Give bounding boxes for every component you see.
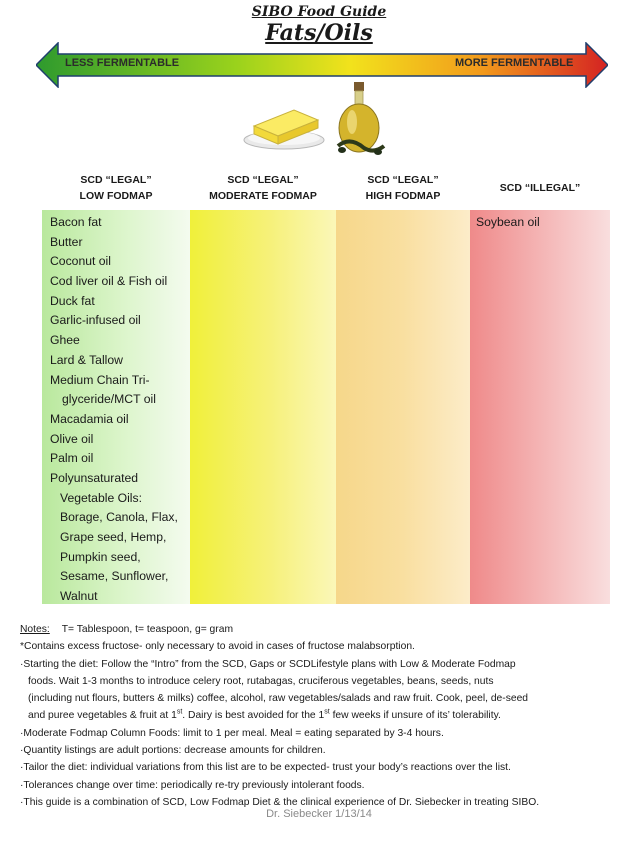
list-item: Walnut	[60, 589, 98, 604]
notes-line: foods. Wait 1-3 months to introduce celery root, rutabagas, cruciferous vegetables, beans, seeds, nuts	[28, 675, 494, 687]
illegal-column	[470, 210, 610, 604]
notes-line: and puree vegetables & fruit at 1st. Dairy is best avoided for the 1st few weeks if unsure of its’ tolerability.	[28, 709, 501, 722]
notes-line: ·Quantity listings are adult portions: decrease amounts for children.	[20, 745, 326, 757]
more-fermentable-label: MORE FERMENTABLE	[455, 57, 574, 69]
list-item: Sesame, Sunflower,	[60, 569, 169, 584]
column-header-high-fodmap: SCD “LEGAL” HIGH FODMAP	[365, 174, 441, 202]
list-item: Medium Chain Tri-	[50, 372, 150, 387]
list-item: glyceride/MCT oil	[62, 392, 156, 407]
list-item: Bacon fat	[50, 215, 102, 229]
list-item: Butter	[50, 234, 83, 249]
list-item: Ghee	[50, 333, 80, 348]
low-fodmap-food-list	[50, 213, 178, 607]
category-title: Fats/Oils	[265, 20, 373, 46]
less-fermentable-label: LESS FERMENTABLE	[65, 57, 180, 69]
high-fodmap-column	[336, 210, 470, 604]
notes-line: (including nut flours, butters & milks) coffee, alcohol, raw vegetables/salads and raw fruit. Cook, peel, de-seed	[28, 693, 529, 705]
footer-author-date: Dr. Siebecker 1/13/14	[266, 808, 372, 820]
notes-line: ·Starting the diet: Follow the “Intro” from the SCD, Gaps or SCDLifestyle plans with Low & Moderate Fodmap	[20, 658, 516, 670]
notes-line: *Contains excess fructose- only necessary to avoid in cases of fructose malabsorption.	[20, 641, 415, 653]
moderate-fodmap-column	[190, 210, 336, 604]
notes-section	[20, 621, 630, 811]
butter-dish-image	[240, 98, 330, 154]
notes-line: ·Tailor the diet: individual variations from this list are to be expected- trust your body’s reactions over the list.	[20, 762, 511, 774]
list-item: Grape seed, Hemp,	[60, 530, 167, 544]
list-item: Olive oil	[50, 431, 94, 446]
guide-title: SIBO Food Guide	[251, 4, 387, 20]
illegal-food-item: Soybean oil	[476, 215, 540, 229]
notes-abbreviations: T= Tablespoon, t= teaspoon, g= gram	[61, 624, 234, 635]
list-item: Garlic-infused oil	[50, 313, 141, 328]
list-item: Duck fat	[50, 293, 95, 308]
column-header-moderate-fodmap: SCD “LEGAL” MODERATE FODMAP	[209, 174, 317, 202]
notes-line: ·Moderate Fodmap Column Foods: limit to 1 per meal. Meal = eating separated by 3-4 hours.	[20, 727, 444, 739]
list-item: Macadamia oil	[50, 411, 129, 426]
list-item: Polyunsaturated	[50, 470, 139, 485]
list-item: Coconut oil	[50, 254, 111, 269]
column-header-low-fodmap: SCD “LEGAL” LOW FODMAP	[79, 174, 153, 202]
list-item: Palm oil	[50, 451, 94, 466]
column-header-illegal: SCD “ILLEGAL”	[499, 182, 581, 194]
notes-line: ·This guide is a combination of SCD, Low Fodmap Diet & the clinical experience of Dr. Siebecker in treating SIBO.	[20, 796, 540, 808]
notes-line: ·Tolerances change over time: periodically re-try previously intolerant foods.	[20, 779, 365, 791]
list-item: Pumpkin seed,	[60, 549, 141, 564]
list-item: Cod liver oil & Fish oil	[50, 274, 168, 289]
olive-oil-bottle-image	[330, 80, 390, 160]
list-item: Borage, Canola, Flax,	[60, 510, 178, 525]
list-item: Lard & Tallow	[50, 352, 123, 367]
notes-label: Notes:	[20, 624, 50, 635]
list-item: Vegetable Oils:	[60, 490, 142, 505]
